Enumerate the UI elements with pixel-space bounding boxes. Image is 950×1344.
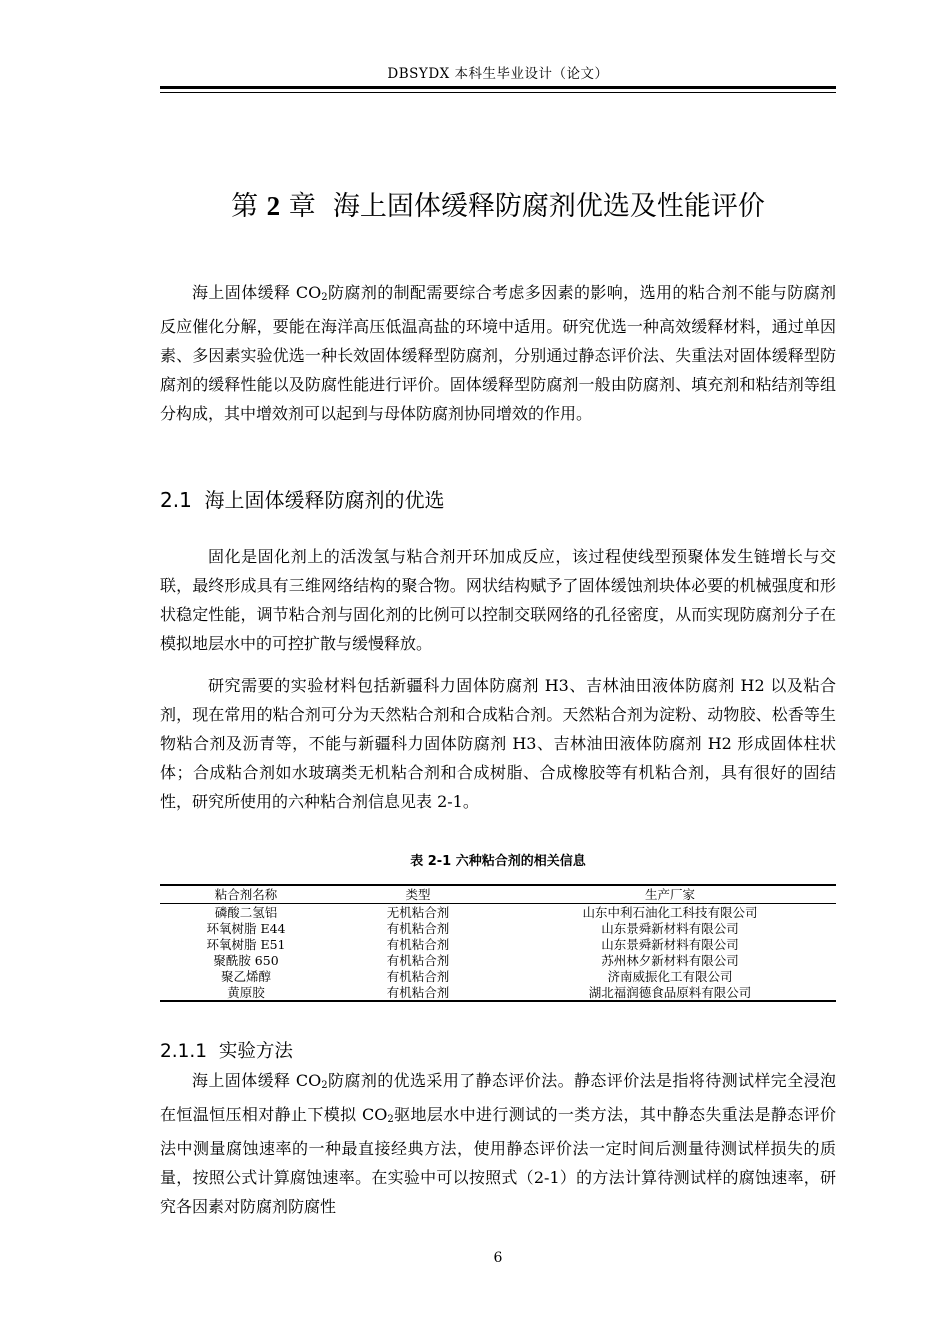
table-header-manufacturer: 生产厂家	[504, 885, 836, 904]
table-cell: 有机粘合剂	[386, 920, 450, 936]
chapter-prefix: 第	[231, 191, 259, 222]
table-cell: 有机粘合剂	[386, 952, 450, 968]
section-2-1-paragraph-1: 固化是固化剂上的活泼氢与粘合剂开环加成反应，该过程使线型预聚体发生链增长与交联，最终形成具有三维网络结构的聚合物。网状结构赋予了固体缓蚀剂块体必要的机械强度和形状稳定性能，调节粘合剂与固化剂的比例可以控制交联网络的孔径密度，从而实现防腐剂分子在模拟地层水中的可控扩散与缓慢释放。	[160, 547, 836, 653]
table-cell: 环氧树脂 E51	[206, 936, 286, 952]
table-cell: 山东景舜新材料有限公司	[601, 920, 739, 936]
section-2-1-paragraph-2: 研究需要的实验材料包括新疆科力固体防腐剂 H3、吉林油田液体防腐剂 H2 以及粘合剂，现在常用的粘合剂可分为天然粘合剂和合成粘合剂。天然粘合剂为淀粉、动物胶、松香等生物粘合剂及沥青等，不能与新疆科力固体防腐剂 H3、吉林油田液体防腐剂 H2 形成固体柱状体；合成粘合剂如水玻璃类无机粘合剂和合成树脂、合成橡胶等有机粘合剂，具有很好的固结性，研究所使用的六种粘合剂信息见表 2-1。	[160, 676, 836, 811]
method-text-2: 防腐剂的优选采用了静态评价法。静态评价法是指将待测试样完全浸泡在恒温恒压相对静止下模拟 CO	[160, 1071, 836, 1124]
chapter-number: 2	[266, 191, 281, 221]
section-title: 海上固体缓释防腐剂的优选	[204, 488, 445, 512]
table-header-type: 类型	[332, 885, 504, 904]
table-header-name: 粘合剂名称	[160, 885, 332, 904]
table-cell: 有机粘合剂	[386, 936, 450, 952]
table-cell: 聚乙烯醇	[220, 968, 271, 984]
chapter-title	[160, 184, 836, 223]
section-heading-2-1-1	[160, 1037, 293, 1063]
table-cell: 聚酰胺 650	[213, 952, 279, 968]
table-cell: 有机粘合剂	[332, 984, 504, 1001]
table-cell: 黄原胶	[160, 984, 332, 1001]
table-row	[160, 952, 836, 968]
table-row	[160, 904, 836, 921]
method-subscript-2: 2	[387, 1114, 394, 1125]
table-row	[160, 968, 836, 984]
chapter-suffix: 章	[288, 191, 316, 222]
table-row	[160, 920, 836, 936]
intro-text-2: 防腐剂的制配需要综合考虑多因素的影响，选用的粘合剂不能与防腐剂反应催化分解，要能在海洋高压低温高盐的环境中适用。研究优选一种高效缓释材料，通过单因素、多因素实验优选一种长效固体缓释型防腐剂，分别通过静态评价法、失重法对固体缓释型防腐剂的缓释性能以及防腐性能进行评价。固体缓释型防腐剂一般由防腐剂、填充剂和粘结剂等组分构成，其中增效剂可以起到与母体防腐剂协同增效的作用。	[160, 283, 836, 423]
section-number: 2.1	[160, 488, 192, 512]
intro-subscript: 2	[321, 292, 328, 303]
table-caption: 表 2-1 六种粘合剂的相关信息	[410, 854, 586, 869]
table-cell: 无机粘合剂	[386, 904, 450, 920]
header-rule-thick	[160, 86, 836, 89]
table-header-row	[160, 885, 836, 904]
table-cell: 有机粘合剂	[386, 968, 450, 984]
section-2-1-1-paragraph	[160, 1066, 836, 1221]
table-row	[160, 984, 836, 1001]
table-cell: 磷酸二氢铝	[214, 904, 278, 920]
intro-paragraph	[160, 278, 836, 428]
table-cell: 山东中利石油化工科技有限公司	[582, 904, 758, 920]
method-subscript-1: 2	[321, 1080, 328, 1091]
table-cell: 苏州林夕新材料有限公司	[601, 952, 739, 968]
subsection-title: 实验方法	[218, 1041, 293, 1062]
table-row	[160, 936, 836, 952]
chapter-heading-text: 海上固体缓释防腐剂优选及性能评价	[332, 191, 765, 222]
table-cell: 湖北福润德食品原料有限公司	[504, 984, 836, 1001]
method-text-1: 海上固体缓释 CO	[192, 1071, 322, 1090]
subsection-number: 2.1.1	[160, 1041, 208, 1062]
section-heading-2-1	[160, 484, 445, 513]
table-cell: 山东景舜新材料有限公司	[601, 936, 739, 952]
intro-text-1: 海上固体缓释 CO	[192, 283, 322, 302]
method-text-3: 驱地层水中进行测试的一类方法，其中静态失重法是静态评价法中测量腐蚀速率的一种最直接经典方法，使用静态评价法一定时间后测量待测试样损失的质量，按照公式计算腐蚀速率。在实验中可以按照式（2-1）的方法计算待测试样的腐蚀速率，研究各因素对防腐剂防腐性	[160, 1105, 836, 1216]
adhesive-info-table	[160, 884, 836, 1002]
table-cell: 环氧树脂 E44	[206, 920, 286, 936]
page-header: DBSYDX 本科生毕业设计（论文）	[387, 66, 609, 82]
page-number: 6	[493, 1250, 503, 1266]
table-cell: 济南威振化工有限公司	[607, 968, 733, 984]
header-rule-thin	[160, 92, 836, 93]
